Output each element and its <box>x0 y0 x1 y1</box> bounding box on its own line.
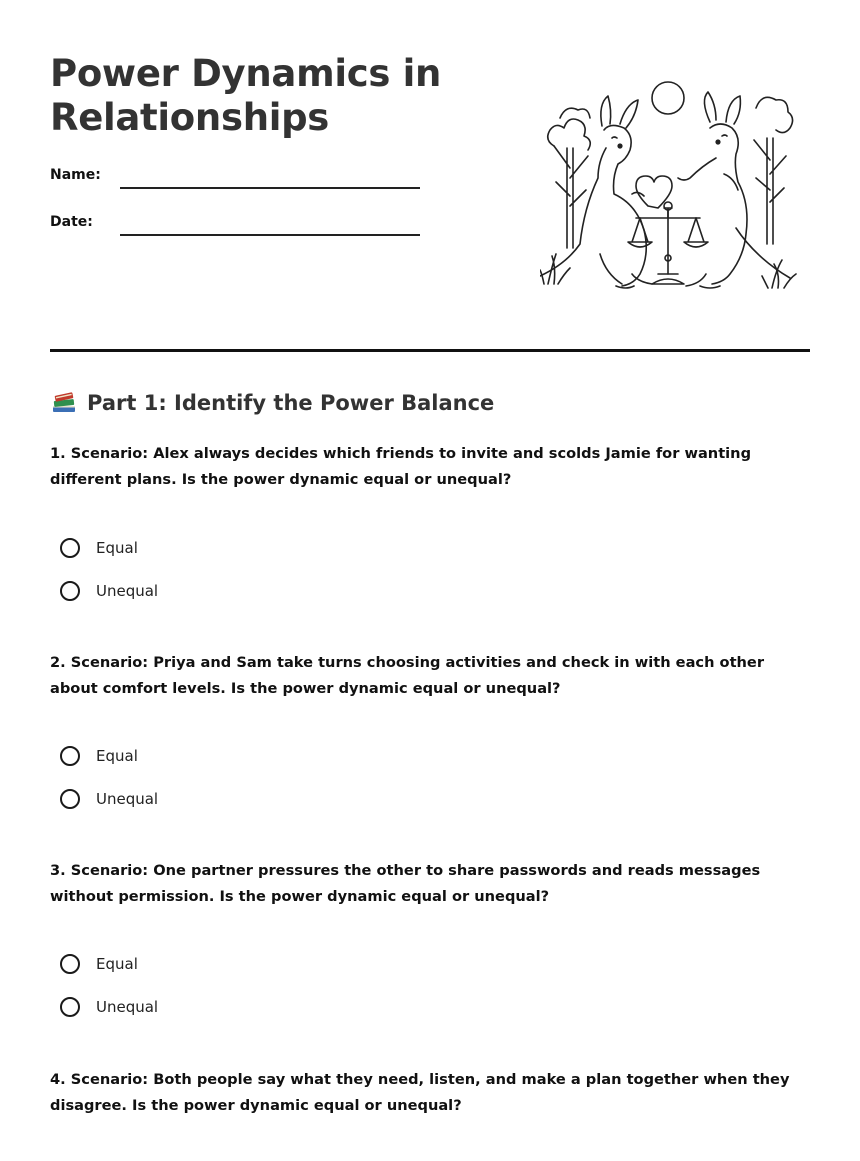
question-2: 2. Scenario: Priya and Sam take turns choosing activities and check in with each other about comfort levels. Is the power dynamic equal or unequal? <box>50 654 765 697</box>
q3-option-unequal[interactable] <box>60 994 158 1020</box>
q1-option-unequal[interactable] <box>60 578 158 604</box>
q1-unequal-label: Unequal <box>96 582 159 600</box>
date-line[interactable] <box>120 234 420 236</box>
date-label: Date: <box>50 214 93 230</box>
q2-equal-radio[interactable] <box>60 746 80 766</box>
q2-equal-label: Equal <box>96 747 138 765</box>
q3-unequal-radio[interactable] <box>60 997 80 1017</box>
q2-unequal-radio[interactable] <box>60 789 80 809</box>
books-icon <box>50 389 78 417</box>
q1-option-equal[interactable] <box>60 535 138 561</box>
q3-equal-label: Equal <box>96 955 138 973</box>
name-field[interactable] <box>50 159 420 189</box>
question-1: 1. Scenario: Alex always decides which friends to invite and scolds Jamie for wanting different plans. Is the power dynamic equal or unequal? <box>50 445 752 488</box>
q1-equal-label: Equal <box>96 539 138 557</box>
q2-option-equal[interactable] <box>60 743 138 769</box>
name-line[interactable] <box>120 187 420 189</box>
q3-option-equal[interactable] <box>60 951 138 977</box>
name-label: Name: <box>50 167 101 183</box>
q3-unequal-label: Unequal <box>96 998 159 1016</box>
worksheet-title: Power Dynamics in Relationships <box>50 52 442 139</box>
question-4: 4. Scenario: Both people say what they need, listen, and make a plan together when they disagree. Is the power dynamic equal or unequal? <box>50 1071 790 1114</box>
q1-unequal-radio[interactable] <box>60 581 80 601</box>
kangaroos-heart-scale-icon <box>540 78 800 296</box>
q2-unequal-label: Unequal <box>96 790 159 808</box>
q3-equal-radio[interactable] <box>60 954 80 974</box>
question-3: 3. Scenario: One partner pressures the other to share passwords and reads messages without permission. Is the power dynamic equal or unequal? <box>50 862 761 905</box>
date-field[interactable] <box>50 206 420 236</box>
q1-equal-radio[interactable] <box>60 538 80 558</box>
part1-title: Part 1: Identify the Power Balance <box>87 391 495 415</box>
header-divider <box>50 349 810 352</box>
q2-option-unequal[interactable] <box>60 786 158 812</box>
part1-heading <box>50 388 494 418</box>
